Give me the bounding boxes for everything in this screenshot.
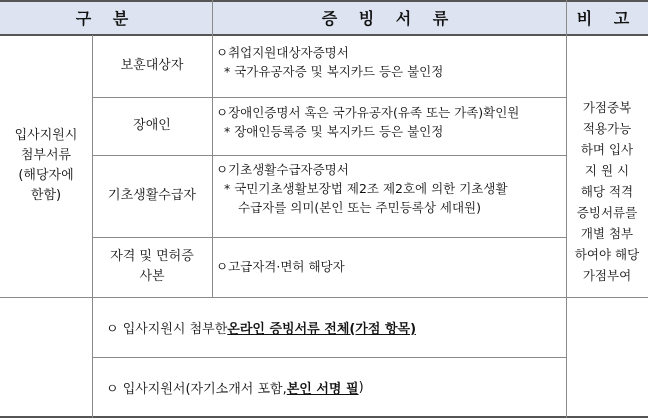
row-docs-veterans [212, 35, 566, 97]
doc-line: ㅇ취업지원대상자증명서 [216, 45, 349, 60]
remark-line: 하여야 해당 [574, 247, 640, 262]
row-label-line: 자격 및 면허증 [110, 249, 194, 264]
rule-row1 [92, 97, 566, 98]
rule-col-a [92, 35, 93, 418]
header-documents: 증 빙 서 류 [212, 0, 566, 35]
bottom-row-text: ㅇ 입사지원서(자기소개서 포함, [106, 382, 287, 397]
rule-col-b [212, 0, 213, 297]
remark-line: 지 원 시 [584, 163, 630, 178]
doc-note: * 국민기초생활보장법 제2조 제2호에 의한 기초생활 [224, 181, 508, 196]
rule-top [0, 0, 648, 2]
rule-row5 [92, 357, 566, 358]
remark-line: 해당 적격 [580, 184, 634, 199]
remark-line: 하며 입사 [580, 142, 634, 157]
doc-line: ㅇ기초생활수급자증명서 [216, 162, 349, 177]
remark-line: 증빙서류를 [576, 205, 638, 220]
row-docs-license [212, 237, 566, 297]
left-group-line: 첨부서류 [20, 148, 72, 163]
row-docs-disabled [212, 97, 566, 155]
rule-row2 [92, 155, 566, 156]
doc-note: * 국가유공자증 및 복지카드 등은 불인정 [224, 64, 444, 79]
rule-row3 [92, 237, 566, 238]
rule-row4 [0, 297, 648, 298]
left-group-line: 입사지원시 [14, 128, 78, 143]
doc-line: ㅇ장애인증명서 혹은 국가유공자(유족 또는 가족)확인원 [216, 105, 520, 120]
left-group-line: 한함) [30, 188, 62, 203]
row-label-veterans: 보훈대상자 [120, 58, 184, 73]
bottom-row-online-docs [92, 297, 566, 357]
bottom-row-emphasis: 본인 서명 필 [286, 382, 359, 397]
row-label-license [92, 237, 212, 297]
header-remarks: 비 고 [566, 0, 648, 35]
remarks-cell [566, 35, 648, 297]
remark-line: 가점중복 [582, 100, 632, 115]
bottom-row-text: ㅇ 입사지원시 첨부한 [106, 321, 228, 337]
row-label-line: 사본 [139, 269, 165, 284]
row-label-disabled: 장애인 [133, 118, 171, 133]
doc-line: ㅇ고급자격·면허 해당자 [216, 259, 345, 274]
doc-note: * 장애인등록증 및 복지카드 등은 불인정 [224, 124, 444, 139]
bottom-row-text: ) [358, 380, 364, 395]
doc-note-cont: 수급자를 의미(본인 또는 주민등록상 세대원) [238, 200, 481, 215]
rule-header-bottom [0, 34, 648, 36]
row-label-basic-living: 기초생활수급자 [108, 188, 196, 203]
remark-line: 가점부여 [582, 268, 632, 283]
rule-col-c [566, 0, 567, 418]
remark-line: 적용가능 [582, 121, 632, 136]
bottom-row-emphasis: 온라인 증빙서류 전체(가점 항목) [227, 321, 417, 337]
bottom-row-application [92, 357, 566, 418]
left-group-label [0, 35, 92, 297]
row-docs-basic-living [212, 155, 566, 237]
header-category: 구 분 [0, 0, 212, 35]
left-group-line: (해당자에 [18, 168, 74, 183]
remark-line: 개별 첨부 [580, 226, 634, 241]
